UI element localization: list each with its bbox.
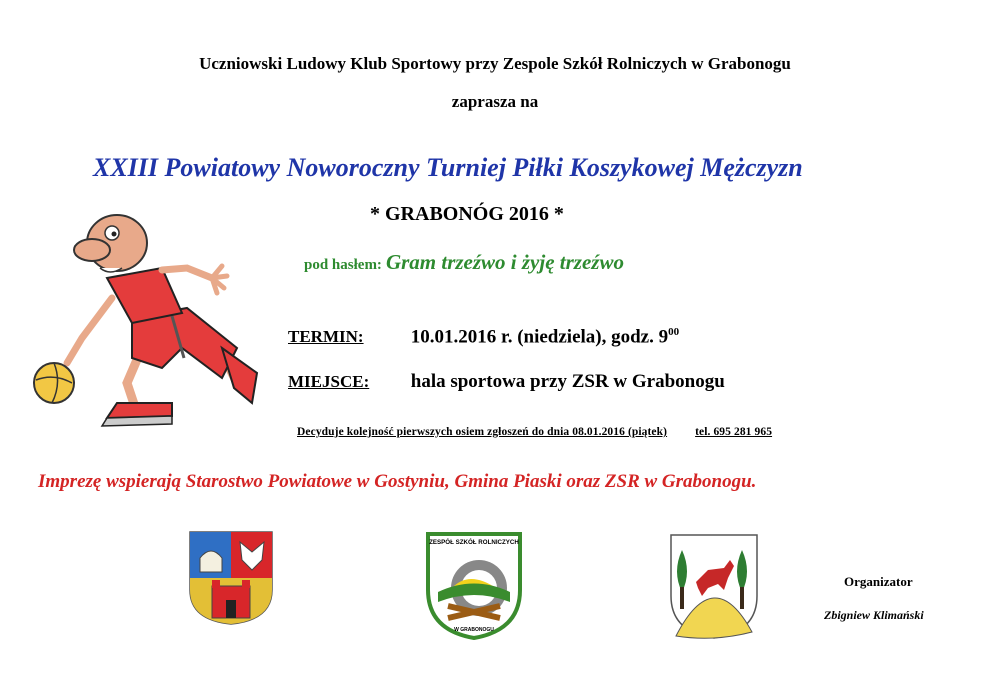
basketball-player-illustration (22, 198, 272, 448)
miejsce-row (288, 371, 725, 393)
phone-number: tel. 695 281 965 (695, 426, 773, 438)
registration-note (297, 426, 772, 438)
commune-coat-of-arms-logo (668, 532, 760, 642)
miejsce-label: MIEJSCE: (288, 372, 370, 391)
note-text: Decyduje kolejność pierwszych osiem zgłoszeń do dnia 08.01.2016 (piątek) (297, 426, 668, 438)
tournament-title: XXIII Powiatowy Noworoczny Turniej Piłki Koszykowej Mężczyzn (93, 153, 803, 182)
school-logo-top-text: ZESPÓŁ SZKÓŁ ROLNICZYCH (429, 539, 519, 546)
organizer-label: Organizator (844, 574, 913, 589)
place-year: * GRABONÓG 2016 * (370, 203, 564, 225)
motto-label: pod hasłem: (304, 257, 382, 273)
school-logo (424, 530, 524, 642)
termin-row (288, 326, 679, 348)
termin-value: 10.01.2016 r. (niedziela), godz. 9 (410, 326, 669, 348)
miejsce-value: hala sportowa przy ZSR w Grabonogu (410, 371, 725, 392)
motto (304, 250, 624, 275)
organizer-name: Zbigniew Klimański (824, 608, 924, 622)
school-logo-bottom-text: W GRABONOGU (454, 627, 494, 633)
county-coat-of-arms-logo (188, 530, 274, 626)
invite-text: zaprasza na (451, 92, 539, 111)
organizer-line: Uczniowski Ludowy Klub Sportowy przy Zespole Szkół Rolniczych w Grabonogu (199, 54, 791, 73)
termin-label: TERMIN: (288, 327, 364, 347)
sponsors-text: Imprezę wspierają Starostwo Powiatowe w Gostyniu, Gmina Piaski oraz ZSR w Grabonogu. (38, 471, 757, 492)
motto-text: Gram trzeźwo i żyję trzeźwo (385, 250, 624, 274)
termin-sup: 00 (668, 326, 680, 338)
